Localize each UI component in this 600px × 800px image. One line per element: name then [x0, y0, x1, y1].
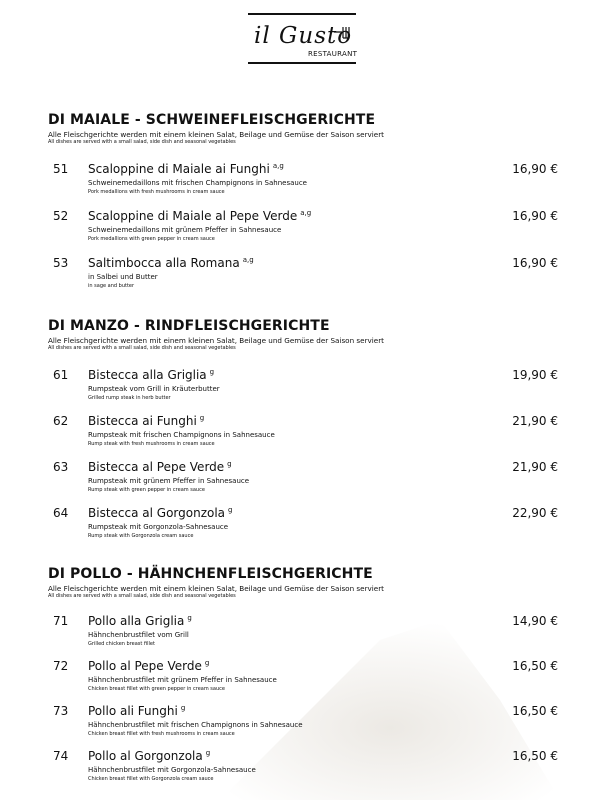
item-price: 21,90 € [512, 414, 558, 428]
menu-section [48, 566, 558, 796]
item-allergens: g [209, 368, 215, 376]
item-allergens: g [204, 659, 210, 667]
item-number: 51 [53, 162, 69, 176]
item-description-en: Rump steak with Gorgonzola cream sauce [88, 533, 194, 539]
item-description-en: Rump steak with fresh mushrooms in cream sauce [88, 441, 215, 447]
item-allergens: a,g [242, 256, 254, 264]
menu-section [48, 318, 558, 539]
item-description-de: Rumpsteak mit frischen Champignons in Sahnesauce [88, 431, 275, 439]
section-note-de: Alle Fleischgerichte werden mit einem kleinen Salat, Beilage und Gemüse der Saison serviert [48, 336, 384, 345]
logo-top-rule [248, 13, 356, 15]
item-name [88, 368, 214, 382]
item-price: 14,90 € [512, 614, 558, 628]
item-description-de: Rumpsteak mit Gorgonzola-Sahnesauce [88, 523, 229, 531]
item-name [88, 162, 284, 176]
menu-item [48, 704, 558, 744]
item-name-text: Bistecca ai Funghi [88, 414, 197, 428]
section-note-de: Alle Fleischgerichte werden mit einem kleinen Salat, Beilage und Gemüse der Saison serviert [48, 584, 384, 593]
section-note-en: All dishes are served with a small salad, side dish and seasonal vegetables [48, 593, 236, 599]
menu-item [48, 162, 558, 202]
item-name-text: Pollo alla Griglia [88, 614, 185, 628]
item-name-text: Pollo al Pepe Verde [88, 659, 202, 673]
item-name-text: Bistecca al Gorgonzola [88, 506, 226, 520]
item-allergens: g [228, 506, 233, 514]
item-number: 64 [53, 506, 69, 520]
fork-icon [334, 24, 354, 44]
item-description-de: Rumpsteak mit grünem Pfeffer in Sahnesauce [88, 477, 250, 485]
item-name-text: Bistecca al Pepe Verde [88, 460, 225, 474]
item-allergens: a,g [272, 162, 284, 170]
item-name [88, 614, 192, 628]
item-name-text: Scaloppine di Maiale al Pepe Verde [88, 209, 298, 223]
item-description-en: in sage and butter [88, 283, 135, 289]
item-price: 16,50 € [512, 704, 558, 718]
item-description-de: Hähnchenbrustfilet vom Grill [88, 631, 189, 639]
item-allergens: g [227, 460, 232, 468]
section-note-de: Alle Fleischgerichte werden mit einem kleinen Salat, Beilage und Gemüse der Saison serviert [48, 130, 384, 139]
item-description-en: Grilled rump steak in herb butter [88, 395, 171, 401]
section-title: DI MANZO - RINDFLEISCHGERICHTE [48, 318, 330, 334]
item-allergens: g [205, 749, 211, 757]
item-description-de: Hähnchenbrustfilet mit Gorgonzola-Sahnesauce [88, 766, 256, 774]
section-title: DI MAIALE - SCHWEINEFLEISCHGERICHTE [48, 112, 376, 128]
menu-item [48, 368, 558, 408]
item-description-de: Schweinemedaillons mit frischen Champignons in Sahnesauce [88, 179, 307, 187]
section-note-en: All dishes are served with a small salad, side dish and seasonal vegetables [48, 345, 236, 351]
item-allergens: g [187, 614, 192, 622]
item-price: 16,50 € [512, 749, 558, 763]
item-name [88, 460, 232, 474]
item-name [88, 659, 209, 673]
item-name-text: Saltimbocca alla Romana [88, 256, 240, 270]
item-description-de: in Salbei und Butter [88, 273, 158, 281]
item-name [88, 749, 210, 763]
item-price: 22,90 € [512, 506, 558, 520]
item-number: 61 [53, 368, 69, 382]
menu-item [48, 749, 558, 789]
item-number: 52 [53, 209, 69, 223]
item-name-text: Pollo ali Funghi [88, 704, 178, 718]
item-name [88, 704, 185, 718]
item-allergens: g [199, 414, 205, 422]
logo-name: il Gusto [254, 23, 353, 49]
item-name [88, 256, 254, 270]
menu-item [48, 659, 558, 699]
item-number: 63 [53, 460, 69, 474]
item-price: 19,90 € [512, 368, 558, 382]
item-price: 21,90 € [512, 460, 558, 474]
item-name-text: Scaloppine di Maiale ai Funghi [88, 162, 270, 176]
restaurant-logo [248, 10, 358, 66]
item-name-text: Pollo al Gorgonzola [88, 749, 203, 763]
item-description-en: Chicken breast fillet with fresh mushrooms in cream sauce [88, 731, 235, 737]
item-description-en: Grilled chicken breast fillet [88, 641, 155, 647]
item-name-text: Bistecca alla Griglia [88, 368, 207, 382]
menu-item [48, 506, 558, 546]
item-name [88, 506, 232, 520]
section-note-en: All dishes are served with a small salad, side dish and seasonal vegetables [48, 139, 236, 145]
item-description-de: Rumpsteak vom Grill in Kräuterbutter [88, 385, 220, 393]
item-description-de: Schweinemedaillons mit grünem Pfeffer in Sahnesauce [88, 226, 282, 234]
item-price: 16,90 € [512, 162, 558, 176]
menu-item [48, 460, 558, 500]
item-allergens: a,g [300, 209, 312, 217]
menu-item [48, 209, 558, 249]
section-title: DI POLLO - HÄHNCHENFLEISCHGERICHTE [48, 566, 373, 582]
item-name [88, 209, 311, 223]
item-description-en: Chicken breast fillet with green pepper in cream sauce [88, 686, 225, 692]
item-price: 16,50 € [512, 659, 558, 673]
item-description-en: Pork medallions with fresh mushrooms in cream sauce [88, 189, 225, 195]
menu-item [48, 614, 558, 654]
item-description-en: Pork medallions with green pepper in cream sauce [88, 236, 215, 242]
item-number: 53 [53, 256, 69, 270]
item-number: 73 [53, 704, 69, 718]
item-number: 71 [53, 614, 69, 628]
item-price: 16,90 € [512, 209, 558, 223]
menu-item [48, 256, 558, 296]
menu-section [48, 112, 558, 312]
item-description-en: Rump steak with green pepper in cream sauce [88, 487, 205, 493]
item-allergens: g [180, 704, 186, 712]
item-description-de: Hähnchenbrustfilet mit frischen Champignons in Sahnesauce [88, 721, 303, 729]
item-number: 62 [53, 414, 69, 428]
item-price: 16,90 € [512, 256, 558, 270]
item-description-en: Chicken breast fillet with Gorgonzola cream sauce [88, 776, 214, 782]
menu-item [48, 414, 558, 454]
item-name [88, 414, 204, 428]
item-number: 72 [53, 659, 69, 673]
item-number: 74 [53, 749, 69, 763]
item-description-de: Hähnchenbrustfilet mit grünem Pfeffer in Sahnesauce [88, 676, 277, 684]
logo-bottom-rule [248, 62, 356, 64]
logo-subtitle: RESTAURANT [308, 50, 358, 58]
